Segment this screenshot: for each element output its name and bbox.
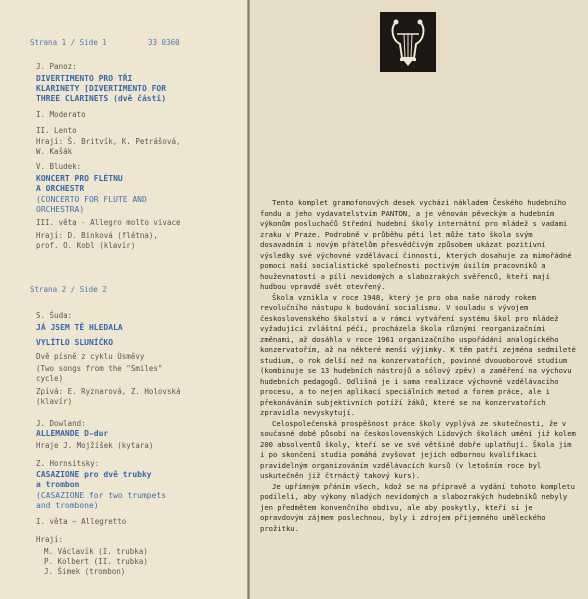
side1-header: Strana 1 / Side 1: [30, 38, 107, 47]
track2-title-line: (CONCERTO FOR FLUTE AND: [36, 195, 147, 204]
liner-paragraph: Škola vznikla v roce 1948, který je pro oba naše národy rokem revolučního nástupu k budování socialismu. V souladu s vývojem československého školství a v rámci vytváření systému škol pro mládež vyžadující zvláštní péči, procházela škola různými reorganizačními změnami, až dosáhla v roce 1961 organizačního uspořádání analogického konzervatořím, až na některé menší výjimky. K těm patří zejména sedmileté studium, o rok delší než na konzervatořích, povinné dvouoborové studium (kombinuje se 13 hudebních nástrojů a sólový zpěv) a zaměření na výchovu hudebních pedagogů. Odlišná je i sama realizace výchovně vzdělávacího procesu, a to nejen aplikací speciálních metod a forem práce, ale i překonáváním subjektivních potíží žáků, které se na konzervatořích zpravidla nevyskytují.: [260, 292, 576, 417]
track2-composer: V. Bludek:: [36, 162, 82, 171]
track2-title-line: ORCHESTRA): [36, 205, 85, 214]
track4-title: ALLEMANDE D-dur: [36, 429, 109, 438]
track2-performers: Hrají: D. Binková (flétna),: [36, 231, 158, 240]
liner-paragraph: Celospolečenská prospěšnost práce školy vyplývá ze skutečnosti, že v současné době působí na československých Lidových školách umění již kolem 200 absolventů školy, kteří se ve své většině dobře uplatňují. Škola jim i po skončení studia pomáhá zvyšovat jejich odbornou kvalifikaci pravidelným organizováním vzdělávacích kursů (v letošním roce byl uskutečněn již čtrnáctý takový kurs).: [260, 418, 576, 480]
track5-title-line: and trombone): [36, 501, 99, 510]
track1-movement: II. Lento: [36, 126, 77, 135]
track1-title-line: THREE CLARINETS (dvě části): [36, 94, 167, 103]
track4-performers: Hraje J. Mojžíšek (kytara): [36, 441, 154, 450]
side2-header: Strana 2 / Side 2: [30, 285, 107, 294]
track2-performers: prof. O. Kobl (klavír): [36, 241, 136, 250]
track1-composer: J. Panoz:: [36, 62, 77, 71]
track5-title-line: (CASAZIONE for two trumpets: [36, 491, 167, 500]
liner-paragraph: Je upřímným přáním všech, kdož se na přípravě a vydání tohoto kompletu podíleli, aby výkony mladých nevidomých a slabozrakých hudebníků nebyly jen předmětem konvenčního obdivu, ale aby poskytly, kteří si je opravdovým zájmem poslechnou, byly i zdrojem příjemného uměleckého prožitku.: [260, 481, 575, 533]
lyre-logo: [380, 12, 436, 72]
track3-performers: Zpívá: E. Ryznarová, Z. Holovská: [36, 387, 181, 396]
track5-performer: M. Václavík (I. trubka): [44, 547, 148, 556]
track3-performers: (klavír): [36, 397, 73, 406]
track2-movement: III. věta - Allegro molto vivace: [36, 218, 181, 227]
track5-title-line: CASAZIONE pro dvě trubky: [36, 470, 152, 479]
track3-subtitle: Dvě písně z cyklu Úsměvy: [36, 352, 145, 361]
track3-subtitle: (Two songs from the "Smiles": [36, 364, 163, 373]
track5-title-line: a trombon: [36, 480, 80, 489]
track5-performer: J. Šimek (trombon): [44, 567, 126, 576]
catalog-number: 33 0360: [148, 38, 180, 47]
track5-performer: P. Kolbert (II. trubka): [44, 557, 148, 566]
track1-performers: W. Kašák: [36, 147, 73, 156]
liner-notes: [260, 198, 580, 534]
track5-movement: I. věta — Allegretto: [36, 517, 127, 526]
track4-composer: J. Dowland:: [36, 419, 86, 428]
track5-performers-label: Hrají:: [36, 535, 64, 544]
liner-paragraph: Tento komplet gramofonových desek vychází nákladem Českého hudebního fondu a jeho vydavatelstvím PANTON, a je věnován pěveckým a hudebním výkonům posluchačů Střední hudební školy internátní pro mládež s vadami zraku v Praze. Podrobně v průběhu pěti let může tato škola svým dosavadním i novým přátelům přesvědčivým způsobem ukázat pozitivní výsledky své výchovné vzdělávací činnosti, kterých dosahuje za mimořádné pomoci naší socialistické společnosti poctivým úsilím pracovníků a houževnatostí a píli nevidomých a slabozrakých svěřenců, kteří mají hudbou vpravdě svět otevřený.: [260, 198, 572, 291]
track3-title-line: JÁ JSEM TĚ HLEDALA: [36, 323, 123, 332]
lyre-icon: [380, 12, 436, 72]
track1-performers: Hrají: Š. Britvík, K. Petrášová,: [36, 137, 181, 146]
track1-title-line: KLARINETY [DIVERTIMENTO FOR: [36, 84, 167, 93]
track3-subtitle: cycle): [36, 374, 64, 383]
track1-movement: I. Moderato: [36, 110, 86, 119]
track2-title-line: KONCERT PRO FLÉTNU: [36, 174, 123, 183]
track2-title-line: A ORCHESTR: [36, 184, 85, 193]
track1-title-line: DIVERTIMENTO PRO TŘI: [36, 74, 133, 83]
track3-title-line: VYLÍTLO SLUNÍČKO: [36, 338, 114, 347]
track5-composer: Z. Hornsitsky:: [36, 459, 100, 468]
track3-composer: S. Šuda:: [36, 311, 73, 320]
